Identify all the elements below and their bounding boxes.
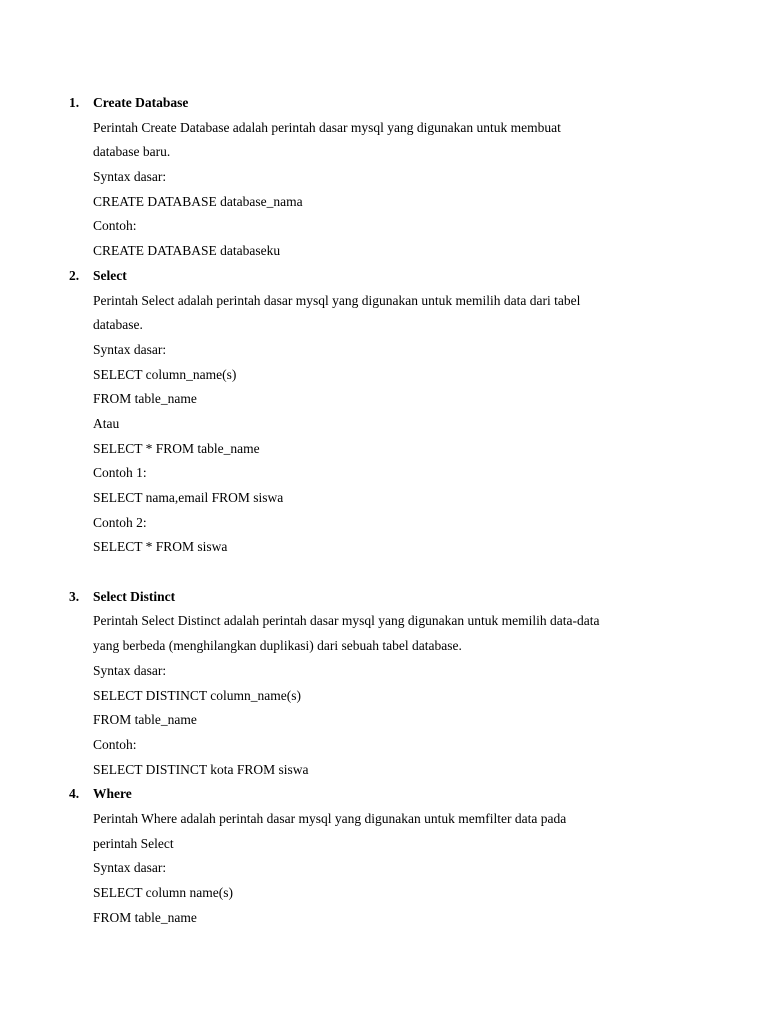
paragraph-line: database baru. xyxy=(93,144,171,160)
syntax-label: Syntax dasar: xyxy=(93,341,167,357)
paragraph-line: Perintah Where adalah perintah dasar mysql yang digunakan untuk memfilter data pada xyxy=(93,810,567,826)
code-line: CREATE DATABASE database_nama xyxy=(93,193,303,209)
example-label: Contoh: xyxy=(93,218,137,234)
code-line: FROM table_name xyxy=(93,909,197,925)
code-line: CREATE DATABASE databaseku xyxy=(93,243,281,259)
paragraph-line: yang berbeda (menghilangkan duplikasi) dari sebuah tabel database. xyxy=(93,638,462,654)
code-line: FROM table_name xyxy=(93,712,197,728)
paragraph-line: Perintah Select adalah perintah dasar mysql yang digunakan untuk memilih data dari tabel xyxy=(93,292,581,308)
example-label: Contoh 2: xyxy=(93,514,147,530)
section-heading xyxy=(0,782,768,807)
section-heading xyxy=(0,91,768,116)
section-number: 1. xyxy=(69,95,80,110)
code-line: SELECT * FROM table_name xyxy=(93,440,260,456)
code-line: SELECT nama,email FROM siswa xyxy=(93,490,284,505)
paragraph-line: database. xyxy=(93,317,143,333)
section-heading xyxy=(0,264,768,289)
example-label: Contoh 1: xyxy=(93,465,147,481)
section-number: 3. xyxy=(69,588,80,604)
section-title: Where xyxy=(93,786,132,802)
code-line: FROM table_name xyxy=(93,391,197,407)
section-number: 4. xyxy=(69,786,80,802)
section-title: Select xyxy=(93,267,127,283)
section-title: Create Database xyxy=(93,95,189,110)
paragraph-line: perintah Select xyxy=(93,835,174,851)
syntax-label: Syntax dasar: xyxy=(93,662,167,678)
section-select-distinct xyxy=(0,585,768,783)
section-select xyxy=(0,264,768,560)
section-heading xyxy=(0,585,768,610)
code-line: SELECT DISTINCT column_name(s) xyxy=(93,687,301,703)
document-page xyxy=(0,91,768,930)
section-title: Select Distinct xyxy=(93,588,176,604)
code-line: SELECT column name(s) xyxy=(93,885,233,900)
blank-line xyxy=(0,560,768,585)
paragraph-line: Atau xyxy=(93,415,120,431)
paragraph-line: Perintah Create Database adalah perintah dasar mysql yang digunakan untuk membuat xyxy=(93,119,561,135)
section-where xyxy=(0,782,768,930)
code-line: SELECT * FROM siswa xyxy=(93,539,228,555)
paragraph-line: Perintah Select Distinct adalah perintah dasar mysql yang digunakan untuk memilih data-data xyxy=(93,613,600,629)
syntax-label: Syntax dasar: xyxy=(93,860,167,876)
code-line: SELECT DISTINCT kota FROM siswa xyxy=(93,761,309,777)
syntax-label: Syntax dasar: xyxy=(93,169,167,185)
example-label: Contoh: xyxy=(93,736,137,752)
code-line: SELECT column_name(s) xyxy=(93,366,237,382)
section-number: 2. xyxy=(69,267,80,283)
section-create-database xyxy=(0,91,768,264)
